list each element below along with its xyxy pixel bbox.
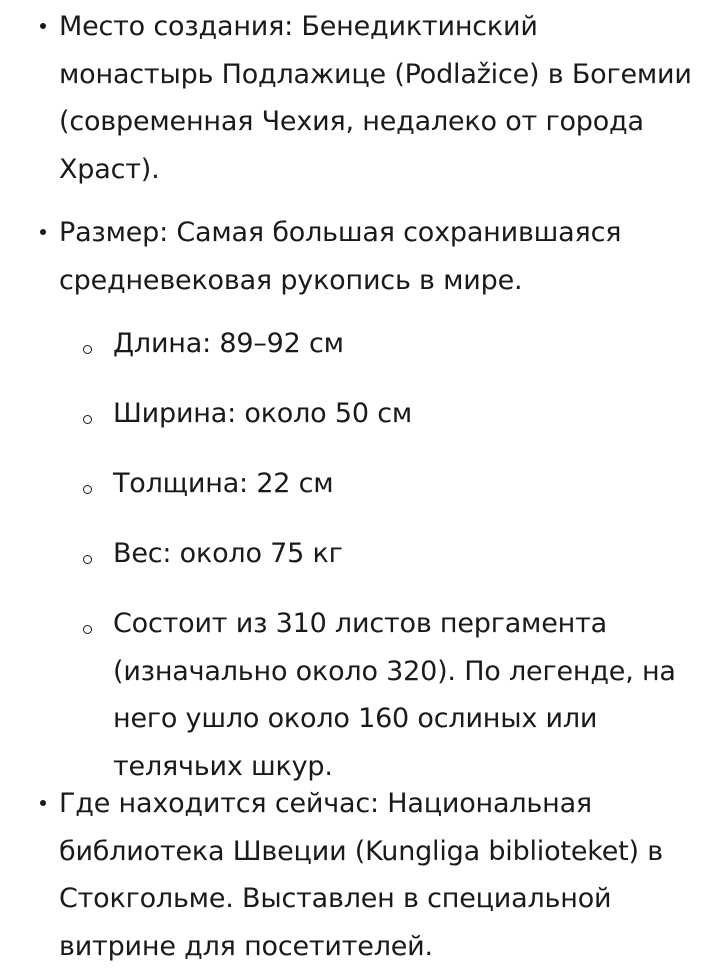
sub-bullet-circle (83, 555, 92, 564)
list-item-location: Место создания: Бенедиктинский монастырь Подлажице (Podlažice) в Богемии (современная Чехия, недалеко от города Храст). (59, 11, 692, 185)
sub-item-length: Длина: 89–92 см (113, 328, 344, 359)
sub-bullet-circle (83, 345, 92, 354)
bullet-dot (37, 226, 51, 240)
list-item-current-location: Где находится сейчас: Национальная библиотека Швеции (Kungliga biblioteket) в Стокгольме. Выставлен в специальной витрине для посетителей. (59, 788, 663, 962)
sub-item-thickness: Толщина: 22 см (113, 468, 334, 499)
sub-bullet-circle (83, 485, 92, 494)
sub-item-pages: Состоит из 310 листов пергамента (изначально около 320). По легенде, на него ушло около 160 ослиных или телячьих шкур. (113, 608, 676, 782)
sub-item-weight: Вес: около 75 кг (113, 538, 343, 569)
sub-bullet-circle (83, 415, 92, 424)
sub-item-width: Ширина: около 50 см (113, 398, 413, 429)
bullet-dot (37, 20, 51, 34)
list-item-size: Размер: Самая большая сохранившаяся средневековая рукопись в мире. (59, 217, 622, 296)
sub-bullet-circle (83, 625, 92, 634)
bullet-dot (37, 797, 51, 811)
